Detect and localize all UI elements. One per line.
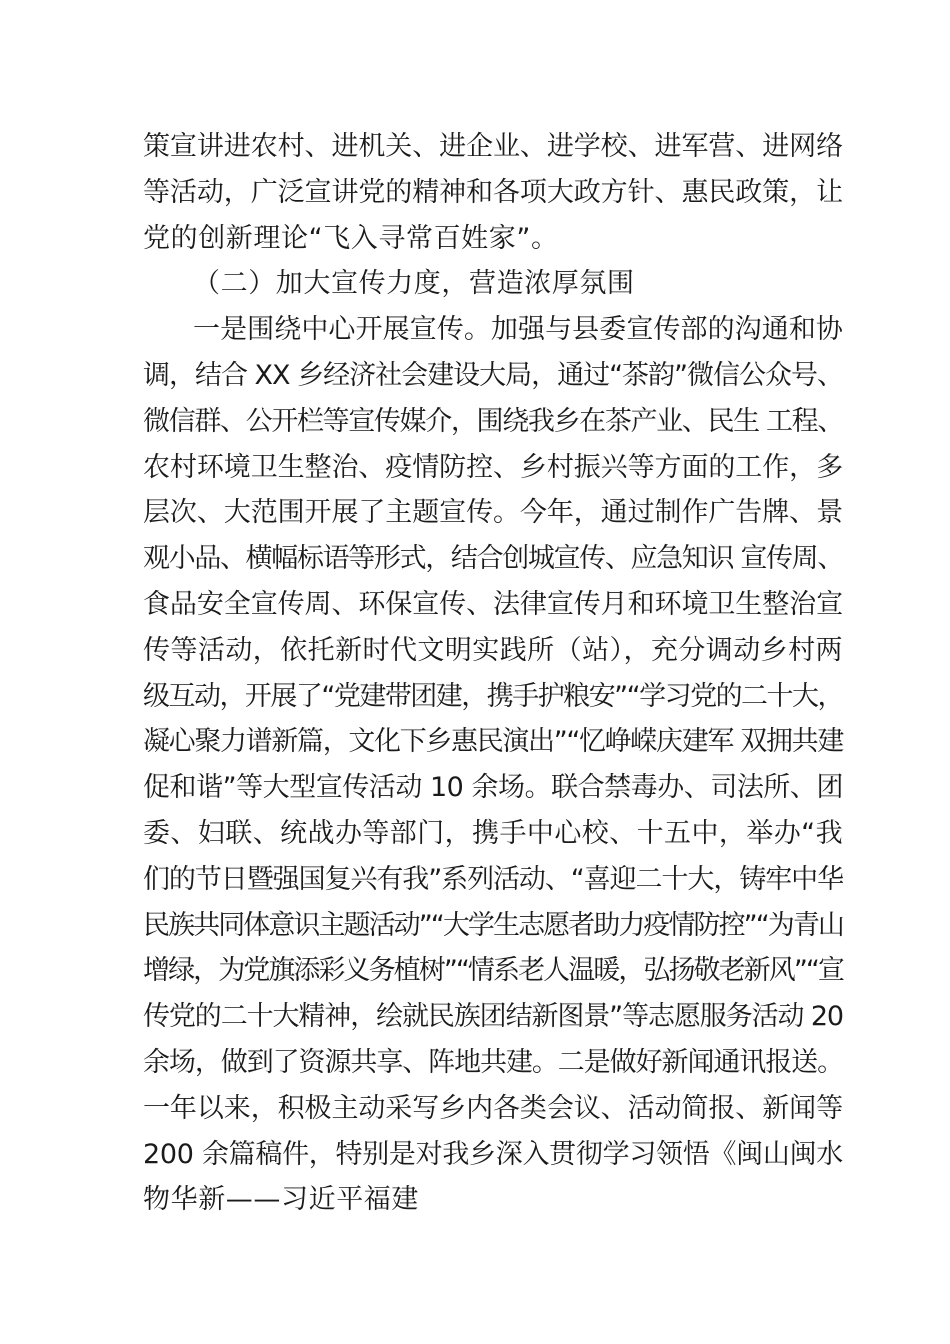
text-line: 观小品、横幅标语等形式，结合创城宣传、应急知识 宣传周、 [143, 543, 843, 575]
text-line: 余场，做到了资源共享、阵地共建。二是做好新闻通讯报送。 [143, 1046, 843, 1078]
text-line: 层次、大范围开展了主题宣传。今年，通过制作广告牌、景 [143, 497, 843, 529]
text-line: 凝心聚力谱新篇，文化下乡惠民演出”“忆峥嵘庆建军 双拥共建 [143, 726, 843, 758]
text-line: 调，结合 XX 乡经济社会建设大局，通过“茶韵”微信公众号、 [143, 359, 843, 391]
text-line: 民族共同体意识主题活动”“大学生志愿者助力疫情防控”“为青山 [143, 909, 843, 941]
text-line: 一年以来，积极主动采写乡内各类会议、活动简报、新闻等 [143, 1092, 843, 1124]
section-heading: （二）加大宣传力度，营造浓厚氛围 [193, 268, 635, 300]
text-line: 级互动，开展了“党建带团建，携手护粮安”“学习党的二十大， [143, 680, 843, 712]
text-line: 促和谐”等大型宣传活动 10 余场。联合禁毒办、司法所、团 [143, 772, 843, 804]
text-line: 委、妇联、统战办等部门，携手中心校、十五中，举办“我 [143, 817, 843, 849]
text-line: 农村环境卫生整治、疫情防控、乡村振兴等方面的工作，多 [143, 451, 843, 483]
text-line: 策宣讲进农村、进机关、进企业、进学校、进军营、进网络 [143, 131, 843, 162]
text-line: 传等活动，依托新时代文明实践所（站），充分调动乡村两 [143, 634, 843, 666]
text-line: 200 余篇稿件，特别是对我乡深入贯彻学习领悟《闽山闽水 [143, 1138, 843, 1170]
text-line: 传党的二十大精神，绘就民族团结新图景”等志愿服务活动 20 [143, 1001, 843, 1033]
text-line: 物华新——习近平福建 [143, 1184, 419, 1216]
text-line: 食品安全宣传周、环保宣传、法律宣传月和环境卫生整治宣 [143, 588, 843, 620]
text-line: 一是围绕中心开展宣传。加强与县委宣传部的沟通和协 [193, 314, 843, 346]
document-body [143, 124, 843, 1223]
text-line: 微信群、公开栏等宣传媒介，围绕我乡在茶产业、民生 工程、 [143, 405, 843, 437]
text-line: 党的创新理论“飞入寻常百姓家”。 [143, 222, 559, 254]
text-line: 等活动，广泛宣讲党的精神和各项大政方针、惠民政策，让 [143, 176, 843, 208]
text-line: 们的节日暨强国复兴有我”系列活动、“喜迎二十大，铸牢中华 [143, 863, 843, 895]
text-line: 增绿，为党旗添彩义务植树”“情系老人温暖，弘扬敬老新风”“宣 [143, 955, 843, 987]
